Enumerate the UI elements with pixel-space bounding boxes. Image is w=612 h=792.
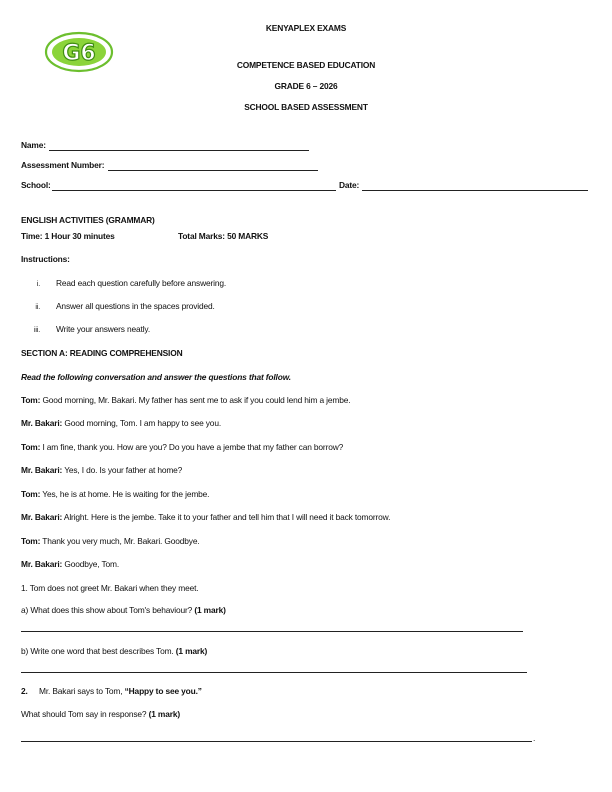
- speaker: Mr. Bakari:: [21, 418, 63, 428]
- dialogue-text: Alright. Here is the jembe. Take it to your father and tell him that I will need it back tomorrow.: [63, 512, 391, 522]
- paper-total-marks: Total Marks: 50 MARKS: [178, 231, 269, 241]
- answer-line-2-end: .: [533, 733, 536, 743]
- question-1a-marks: (1 mark): [194, 605, 226, 615]
- grade-year: GRADE 6 – 2026: [274, 81, 338, 91]
- instruction-text: Answer all questions in the spaces provided.: [56, 301, 215, 311]
- dialogue-line: [21, 512, 390, 522]
- date-label: Date:: [339, 180, 360, 190]
- answer-line-1b[interactable]: [21, 672, 527, 673]
- question-1b-text: b) Write one word that best describes Tom.: [21, 646, 174, 656]
- dialogue-line: [21, 465, 182, 475]
- question-1b: [21, 646, 207, 656]
- question-1b-marks: (1 mark): [175, 646, 208, 656]
- speaker: Tom:: [21, 536, 41, 546]
- assessment-number-label: Assessment Number:: [21, 160, 105, 170]
- dialogue-line: [21, 418, 221, 428]
- dialogue-line: [21, 489, 209, 499]
- speaker: Mr. Bakari:: [21, 512, 63, 522]
- dialogue-text: I am fine, thank you. How are you? Do you have a jembe that my father can borrow?: [42, 442, 344, 452]
- school-field-line[interactable]: [52, 190, 336, 191]
- dialogue-text: Yes, he is at home. He is waiting for the jembe.: [42, 489, 210, 499]
- question-2-prompt-line: [21, 709, 180, 719]
- speaker: Tom:: [21, 395, 41, 405]
- question-2-text: Mr. Bakari says to Tom,: [39, 686, 123, 696]
- paper-title: ENGLISH ACTIVITIES (GRAMMAR): [21, 215, 155, 225]
- instruction-item: [8, 324, 150, 334]
- instruction-number: iii.: [33, 327, 40, 334]
- section-a-heading: SECTION A: READING COMPREHENSION: [21, 348, 183, 358]
- dialogue-line: [21, 442, 343, 452]
- question-1a-text: a) What does this show about Tom's behaviour?: [21, 605, 193, 615]
- name-field-line[interactable]: [49, 150, 309, 151]
- name-label: Name:: [21, 140, 46, 150]
- dialogue-line: [21, 536, 200, 546]
- school-label: School:: [21, 180, 51, 190]
- dialogue-text: Good morning, Tom. I am happy to see you.: [64, 418, 222, 428]
- question-2-quote: “Happy to see you.”: [124, 686, 202, 696]
- instruction-text: Read each question carefully before answering.: [56, 278, 227, 288]
- speaker: Tom:: [21, 489, 41, 499]
- exam-body-title: KENYAPLEX EXAMS: [265, 23, 347, 33]
- instruction-number: i.: [36, 281, 40, 288]
- dialogue-line: [21, 395, 350, 405]
- instruction-item: [8, 278, 226, 288]
- dialogue-text: Thank you very much, Mr. Bakari. Goodbye.: [42, 536, 200, 546]
- dialogue-text: Goodbye, Tom.: [64, 559, 120, 569]
- instruction-item: [8, 301, 215, 311]
- instruction-text: Write your answers neatly.: [56, 324, 150, 334]
- assessment-number-field-line[interactable]: [108, 170, 318, 171]
- question-2: [21, 686, 202, 696]
- paper-time: Time: 1 Hour 30 minutes: [21, 231, 115, 241]
- curriculum-title: COMPETENCE BASED EDUCATION: [236, 60, 376, 70]
- answer-line-1a[interactable]: [21, 631, 523, 632]
- date-field-line[interactable]: [362, 190, 588, 191]
- question-1a: [21, 605, 226, 615]
- speaker: Tom:: [21, 442, 41, 452]
- question-2-prompt: What should Tom say in response?: [21, 709, 147, 719]
- dialogue-line: [21, 559, 119, 569]
- section-a-directive: Read the following conversation and answer the questions that follow.: [21, 372, 291, 382]
- dialogue-text: Yes, I do. Is your father at home?: [64, 465, 183, 475]
- dialogue-text: Good morning, Mr. Bakari. My father has sent me to ask if you could lend him a jembe.: [42, 395, 351, 405]
- question-2-number: 2.: [21, 686, 28, 696]
- assessment-type: SCHOOL BASED ASSESSMENT: [244, 102, 368, 112]
- instructions-heading: Instructions:: [21, 254, 70, 264]
- question-2-marks: (1 mark): [148, 709, 180, 719]
- instruction-number: ii.: [35, 304, 40, 311]
- speaker: Mr. Bakari:: [21, 465, 63, 475]
- svg-text:G6: G6: [62, 41, 96, 66]
- question-1-stem: 1. Tom does not greet Mr. Bakari when they meet.: [21, 583, 199, 593]
- speaker: Mr. Bakari:: [21, 559, 63, 569]
- answer-line-2[interactable]: [21, 741, 532, 742]
